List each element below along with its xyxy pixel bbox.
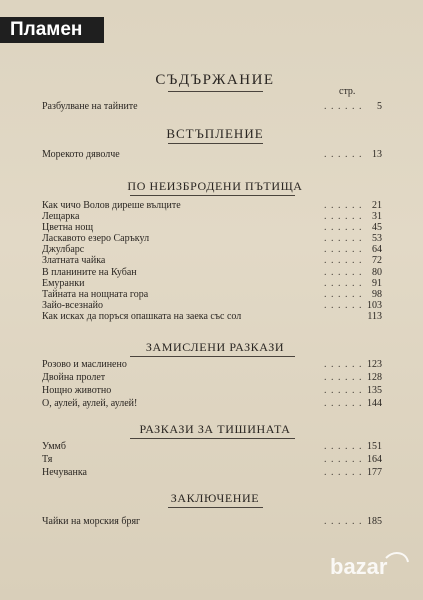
entry-page: 177: [367, 467, 382, 478]
title-underline: [168, 91, 263, 92]
leader-dots: . . . . . .: [324, 200, 363, 211]
leader-dots: . . . . . .: [324, 299, 363, 311]
entry-title: Златната чайка: [42, 255, 106, 267]
toc-entry[interactable]: [42, 371, 382, 384]
entry-title: Розово и маслинено: [42, 359, 127, 370]
entry-page: 91: [372, 277, 382, 289]
entry-page: 13: [372, 149, 382, 160]
toc-entry[interactable]: [42, 278, 382, 289]
entry-page: 144: [367, 398, 382, 409]
entry-page: 135: [367, 385, 382, 396]
entry-page: 151: [367, 441, 382, 452]
section-rule: [168, 143, 263, 144]
entry-title: В планините на Кубан: [42, 266, 137, 278]
toc-entry[interactable]: [42, 440, 382, 453]
entry-title: Зайо-всезнайо: [42, 299, 104, 311]
leader-dots: . . . . . .: [324, 101, 363, 112]
entry-page: 5: [377, 101, 382, 112]
entry-page: 164: [367, 454, 382, 465]
section-heading: ВСТЪПЛЕНИЕ: [166, 126, 264, 141]
entry-title: Нощно животно: [42, 385, 112, 396]
toc-entry[interactable]: [42, 200, 382, 211]
leader-dots: . . . . . .: [324, 441, 363, 452]
toc-entry[interactable]: [42, 244, 382, 255]
leader-dots: . . . . . .: [324, 211, 363, 223]
toc-section-silence-stories: [42, 440, 382, 479]
entry-page: 64: [372, 244, 382, 256]
entry-title: Джулбарс: [42, 244, 85, 256]
toc-section-intro: [42, 101, 382, 112]
seller-name-label: Пламен: [0, 17, 104, 43]
entry-title: Как исках да поръся опашката на заека със сол: [42, 310, 242, 322]
entry-title: Разбулване на тайните: [42, 101, 138, 112]
section-rule: [130, 195, 295, 196]
toc-entry[interactable]: [42, 466, 382, 479]
toc-entry[interactable]: [42, 515, 382, 528]
entry-title: Тя: [42, 454, 53, 465]
section-rule: [168, 507, 263, 508]
toc-entry[interactable]: [42, 397, 382, 410]
entry-page: 31: [372, 211, 382, 223]
toc-entry[interactable]: [42, 222, 382, 233]
toc-entry[interactable]: [42, 358, 382, 371]
entry-page: 123: [367, 359, 382, 370]
section-heading: РАЗКАЗИ ЗА ТИШИНАТА: [139, 422, 291, 436]
entry-title: О, аулей, аулей, аулей!: [42, 398, 138, 409]
section-heading: ПО НЕИЗБРОДЕНИ ПЪТИЩА: [127, 179, 303, 193]
leader-dots: . . . . . .: [324, 467, 363, 478]
toc-section-epilogue: [42, 515, 382, 528]
leader-dots: . . . . . .: [324, 233, 363, 245]
leader-dots: . . . . . .: [324, 255, 363, 267]
section-rule: [130, 438, 295, 439]
toc-entry[interactable]: [42, 255, 382, 266]
entry-title: Тайната на нощната гора: [42, 288, 149, 300]
toc-section-pensive-stories: [42, 358, 382, 410]
leader-dots: . . . . . .: [324, 149, 363, 160]
page-column-label: стр.: [339, 86, 356, 97]
leader-dots: . . . . . .: [324, 516, 363, 527]
entry-page: 113: [367, 310, 382, 322]
entry-page: 98: [372, 288, 382, 300]
section-rule: [130, 356, 295, 357]
leader-dots: . . . . . .: [324, 385, 363, 396]
entry-title: Как чичо Волов диреше вълците: [42, 200, 181, 211]
entry-title: Двойна пролет: [42, 372, 106, 383]
entry-page: 103: [367, 299, 382, 311]
section-heading: ЗАМИСЛЕНИ РАЗКАЗИ: [145, 340, 285, 354]
entry-page: 80: [372, 266, 382, 278]
toc-entry[interactable]: [42, 300, 382, 311]
toc-entry[interactable]: [42, 233, 382, 244]
toc-entry[interactable]: [42, 453, 382, 466]
toc-entry[interactable]: [42, 384, 382, 397]
leader-dots: . . . . . .: [324, 398, 363, 409]
leader-dots: . . . . . .: [324, 277, 363, 289]
leader-dots: . . . . . .: [324, 372, 363, 383]
entry-title: Уммб: [42, 441, 66, 452]
entry-title: Емуранки: [42, 277, 85, 289]
entry-page: 128: [367, 372, 382, 383]
toc-section-prologue: [42, 149, 382, 160]
leader-dots: . . . . . .: [324, 222, 363, 234]
entry-title: Чайки на морския бряг: [42, 516, 141, 527]
entry-title: Лещарка: [42, 211, 80, 223]
toc-entry[interactable]: [42, 311, 382, 322]
toc-entry[interactable]: [42, 267, 382, 278]
toc-entry[interactable]: [42, 149, 382, 160]
toc-section-untrodden-paths: [42, 200, 382, 322]
entry-page: 53: [372, 233, 382, 245]
entry-page: 45: [372, 222, 382, 234]
leader-dots: . . . . . .: [324, 244, 363, 256]
toc-title: СЪДЪРЖАНИЕ: [155, 72, 275, 88]
entry-title: Цветна нощ: [42, 222, 94, 234]
entry-page: 185: [367, 516, 382, 527]
leader-dots: . . . . . .: [324, 288, 363, 300]
toc-entry[interactable]: [42, 101, 382, 112]
entry-title: Морекото дяволче: [42, 149, 120, 160]
toc-entry[interactable]: [42, 211, 382, 222]
leader-dots: . . . . . .: [324, 266, 363, 278]
entry-page: 21: [372, 200, 382, 211]
entry-title: Нечуванка: [42, 467, 87, 478]
bazar-logo: [328, 548, 412, 582]
leader-dots: . . . . . .: [324, 359, 363, 370]
svg-text:bazar: bazar: [330, 554, 388, 579]
section-heading: ЗАКЛЮЧЕНИЕ: [170, 491, 260, 505]
entry-title: Ласкавото езеро Саръкул: [42, 233, 150, 245]
toc-entry[interactable]: [42, 289, 382, 300]
leader-dots: . . . . . .: [324, 454, 363, 465]
entry-page: 72: [372, 255, 382, 267]
